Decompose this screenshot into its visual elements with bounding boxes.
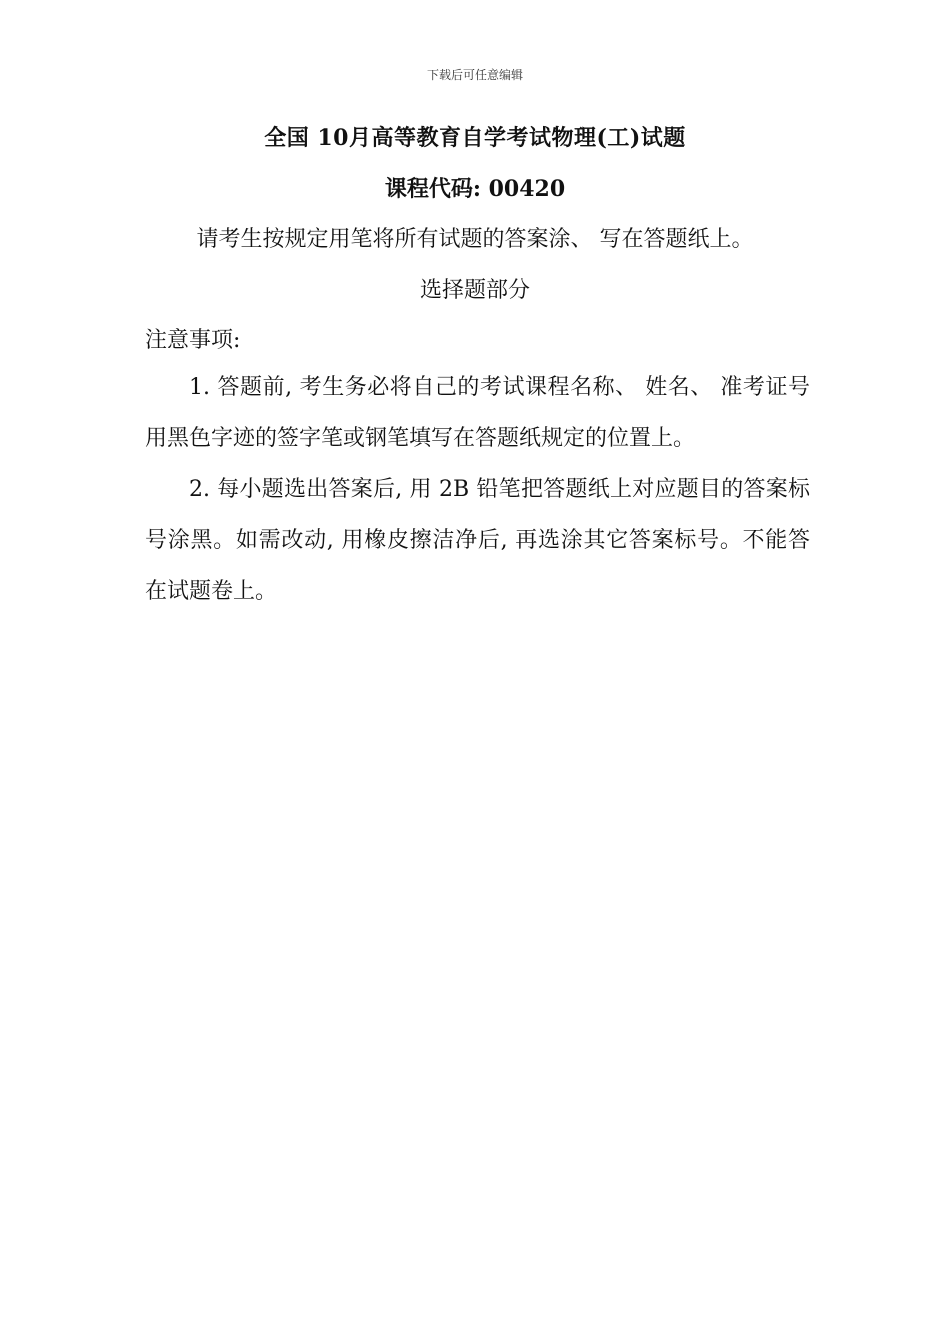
note-item-2: 2. 每小题选出答案后, 用 2B 铅笔把答题纸上对应题目的答案标号涂黑。如需改动, 用橡皮擦洁净后, 再选涂其它答案标号。不能答在试题卷上。 <box>145 477 810 604</box>
header-note: 下载后可任意编辑 <box>426 68 523 82</box>
general-instruction: 请考生按规定用笔将所有试题的答案涂、 写在答题纸上。 <box>196 227 754 252</box>
section-heading: 选择题部分 <box>419 278 530 303</box>
course-code: 课程代码: 00420 <box>384 176 566 202</box>
exam-title: 全国 10月高等教育自学考试物理(工)试题 <box>264 125 686 151</box>
notes-label: 注意事项: <box>145 328 241 353</box>
note-item-1: 1. 答题前, 考生务必将自己的考试课程名称、 姓名、 准考证号用黑色字迹的签字笔或钢笔填写在答题纸规定的位置上。 <box>145 375 810 451</box>
